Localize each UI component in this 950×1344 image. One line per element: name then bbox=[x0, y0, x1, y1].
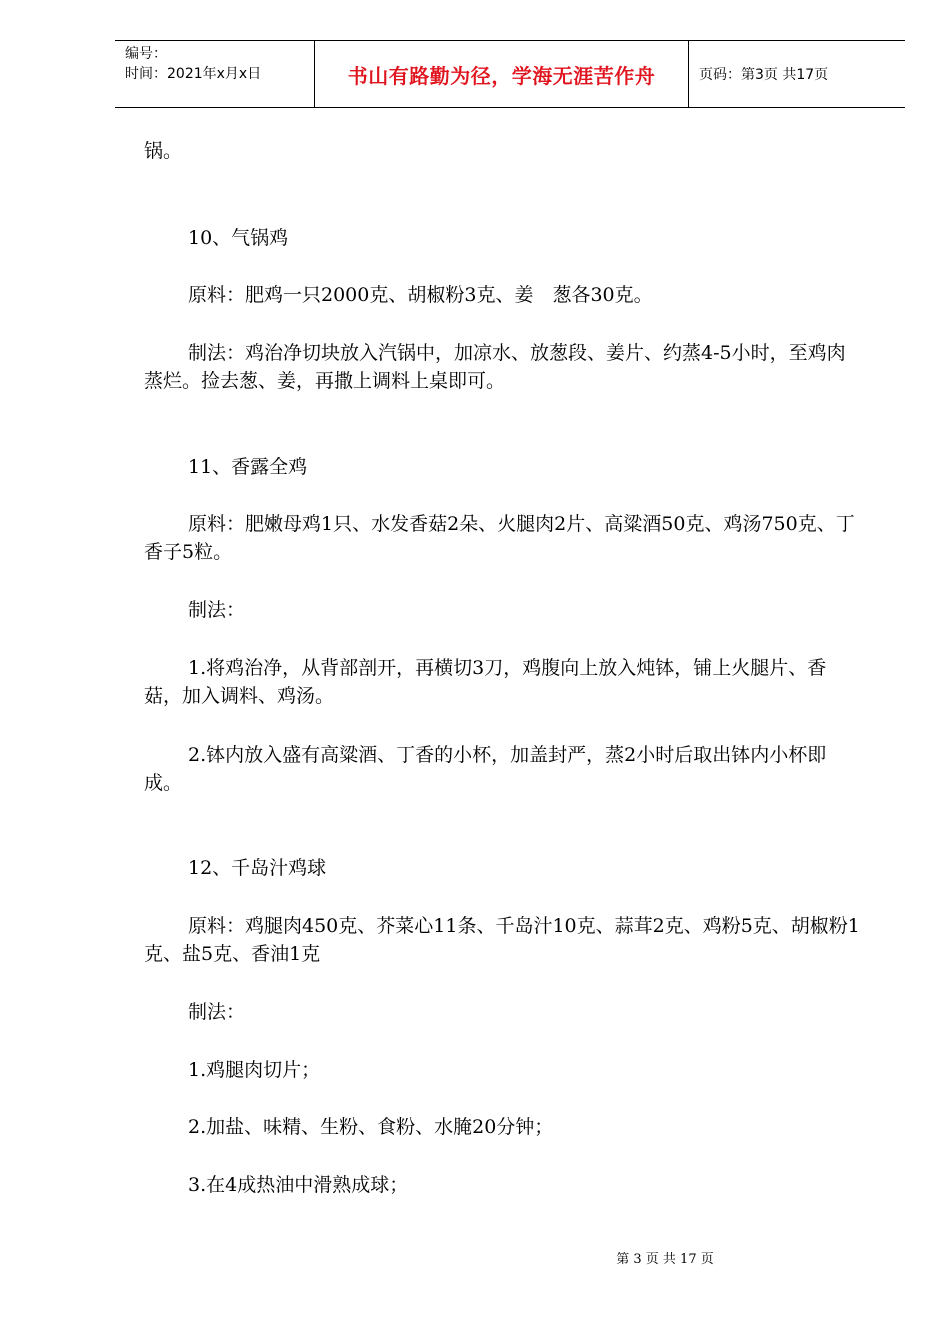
recipe-step-11-1: 1.将鸡治净，从背部剖开，再横切3刀，鸡腹向上放入炖钵，铺上火腿片、香菇，加入调料、鸡汤。 bbox=[144, 657, 827, 707]
recipe-method-label-11: 制法： bbox=[188, 599, 246, 621]
header-motto-cell bbox=[315, 41, 689, 107]
recipe-ingredients-11: 原料：肥嫩母鸡1只、水发香菇2朵、火腿肉2片、高粱酒50克、鸡汤750克、丁香子5粒。 bbox=[144, 513, 855, 563]
header-motto: 书山有路勤为径，学海无涯苦作舟 bbox=[347, 63, 656, 88]
header-page-number: 页码：第3页 共17页 bbox=[699, 67, 829, 83]
page-footer bbox=[0, 1248, 950, 1267]
recipe-step-12-3: 3.在4成热油中滑熟成球； bbox=[188, 1174, 409, 1196]
recipe-step-11-2: 2.钵内放入盛有高粱酒、丁香的小杯，加盖封严，蒸2小时后取出钵内小杯即成。 bbox=[144, 744, 827, 794]
header-meta bbox=[115, 41, 315, 107]
recipe-step-12-2: 2.加盐、味精、生粉、食粉、水腌20分钟； bbox=[188, 1116, 554, 1138]
recipe-title-10: 10、气锅鸡 bbox=[188, 227, 289, 249]
recipe-ingredients-12: 原料：鸡腿肉450克、芥菜心11条、千岛汁10克、蒜茸2克、鸡粉5克、胡椒粉1克、盐5克、香油1克 bbox=[144, 915, 860, 965]
footer-page-number: 第 3 页 共 17 页 bbox=[616, 1252, 714, 1267]
paragraph-continuation: 锅。 bbox=[144, 140, 183, 162]
recipe-method-label-12: 制法： bbox=[188, 1001, 246, 1023]
recipe-title-12: 12、千岛汁鸡球 bbox=[188, 857, 327, 879]
recipe-method-10: 制法：鸡治净切块放入汽锅中，加凉水、放葱段、姜片、约蒸4-5小时，至鸡肉蒸烂。捡去葱、姜，再撒上调料上桌即可。 bbox=[144, 342, 846, 392]
recipe-title-11: 11、香露全鸡 bbox=[188, 456, 308, 478]
recipe-step-12-1: 1.鸡腿肉切片； bbox=[188, 1059, 321, 1081]
page-header bbox=[115, 40, 905, 108]
document-number: 编号： bbox=[125, 46, 167, 62]
document-time: 时间：2021年x月x日 bbox=[125, 66, 262, 82]
recipe-ingredients-10: 原料：肥鸡一只2000克、胡椒粉3克、姜 葱各30克。 bbox=[188, 284, 653, 306]
header-page-cell bbox=[689, 41, 905, 107]
